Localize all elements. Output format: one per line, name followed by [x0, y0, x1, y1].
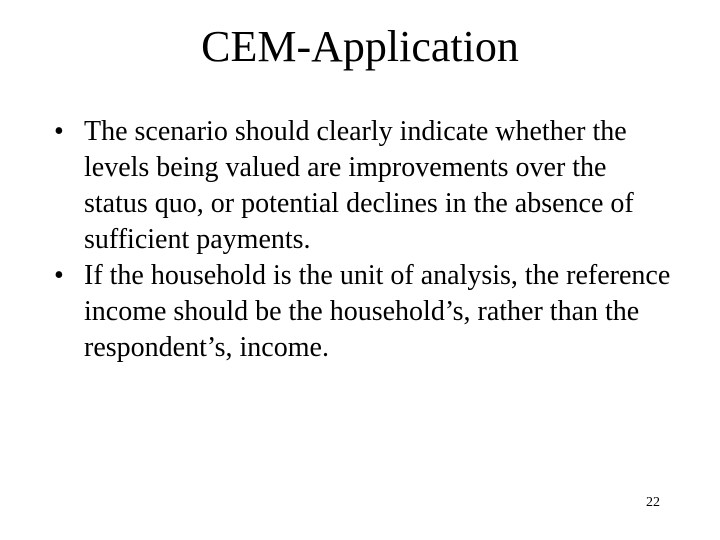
- bullet-item: [54, 114, 674, 258]
- bullet-icon: •: [54, 116, 64, 147]
- bullet-text: The scenario should clearly indicate whether the levels being valued are improvements over the status quo, or potential declines in the absence of sufficient payments.: [84, 116, 634, 255]
- bullet-icon: •: [54, 260, 64, 291]
- slide-title: CEM-Application: [201, 22, 519, 71]
- bullet-text: If the household is the unit of analysis, the reference income should be the household’s, rather than the respondent’s, income.: [84, 260, 671, 363]
- bullet-item: [54, 258, 674, 366]
- page-number: 22: [646, 495, 660, 510]
- bullet-list: [54, 114, 674, 366]
